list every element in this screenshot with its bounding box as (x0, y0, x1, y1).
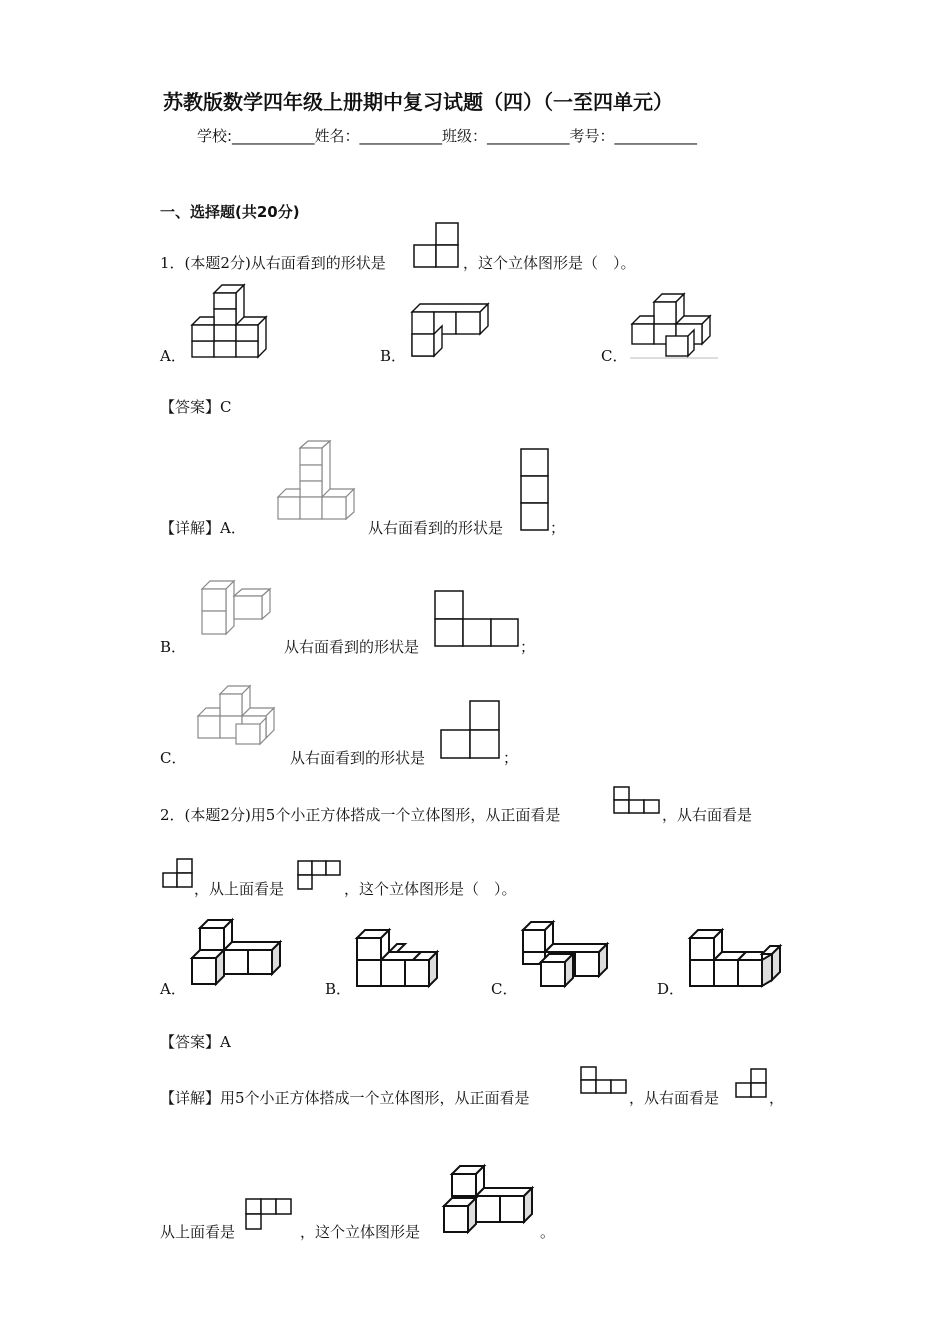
q2-detail-line1-right: ，从右面看是 (629, 1089, 720, 1107)
q2-option-d-cubes-icon (688, 928, 784, 988)
q2-detail-figure-text: ，这个立体图形是 (300, 1223, 421, 1241)
q2-stem-line1: 2．(本题2分)用5个小正方体搭成一个立体图形，从正面看是 (160, 806, 561, 824)
q2-stem-line2a: ，从上面看是 (194, 880, 285, 898)
q1-detail-c-label: C． (160, 749, 187, 767)
q2-option-c-label: C． (491, 980, 518, 998)
q2-right-view-icon (162, 858, 194, 890)
q1-answer: 【答案】C (160, 398, 232, 416)
q2-option-b-cubes-icon (355, 928, 441, 988)
q1-detail-b-view-icon (434, 590, 520, 648)
q1-detail-c-view-icon (440, 700, 502, 760)
q1-option-c-label: C． (601, 347, 628, 365)
q2-stem-line2b: ，这个立体图形是（ ）。 (344, 880, 517, 898)
q2-top-view-icon (297, 860, 343, 892)
q2-option-b-label: B． (325, 980, 352, 998)
q2-option-d-label: D． (657, 980, 685, 998)
q2-detail-line1-comma: ， (769, 1089, 785, 1107)
student-info-line: 学校:___________姓名：___________班级：___________考号：___________ (197, 127, 698, 145)
section-heading: 一、选择题(共20分) (160, 203, 300, 221)
q2-option-c-cubes-icon (521, 920, 611, 990)
q2-detail-right-view-icon (735, 1068, 769, 1100)
q2-stem-line1-after: ，从右面看是 (662, 806, 753, 824)
q1-detail-a-label: 【详解】A． (160, 519, 246, 537)
q1-detail-c-cubes-icon (196, 684, 280, 746)
q1-detail-b-semicolon: ； (520, 638, 536, 656)
q2-answer: 【答案】A (160, 1033, 231, 1051)
q1-detail-a-text: 从右面看到的形状是 (368, 519, 504, 537)
q1-detail-c-semicolon: ； (503, 749, 519, 767)
q1-detail-a-view-icon (520, 448, 550, 532)
q1-right-view-icon (413, 222, 461, 268)
q2-front-view-icon (613, 786, 661, 816)
q2-detail-cubes-icon (442, 1164, 538, 1236)
q1-option-a-cubes-icon (190, 283, 272, 359)
q1-stem: 1．(本题2分)从右面看到的形状是 (160, 254, 386, 272)
q2-detail-front-view-icon (580, 1066, 628, 1096)
q1-detail-b-cubes-icon (200, 580, 276, 640)
q1-detail-a-cubes-icon (276, 440, 360, 522)
q2-detail-end: 。 (540, 1223, 556, 1241)
q1-option-b-cubes-icon (410, 302, 494, 358)
q1-option-b-label: B． (380, 347, 407, 365)
q2-detail-line1: 【详解】用5个小正方体搭成一个立体图形，从正面看是 (160, 1089, 530, 1107)
q1-option-a-label: A． (160, 347, 186, 365)
q2-detail-top-view-icon (245, 1198, 293, 1232)
q2-option-a-cubes-icon (190, 918, 286, 986)
q2-detail-top-text: 从上面看是 (160, 1223, 236, 1241)
q1-stem-after: ，这个立体图形是（ ）。 (463, 254, 636, 272)
page-title: 苏教版数学四年级上册期中复习试题（四）（一至四单元） (163, 90, 673, 114)
q1-detail-b-label: B． (160, 638, 187, 656)
q1-detail-b-text: 从右面看到的形状是 (284, 638, 420, 656)
q1-detail-a-semicolon: ； (550, 519, 566, 537)
q1-option-c-cubes-icon (630, 292, 720, 360)
q2-option-a-label: A． (160, 980, 186, 998)
q1-detail-c-text: 从右面看到的形状是 (290, 749, 426, 767)
